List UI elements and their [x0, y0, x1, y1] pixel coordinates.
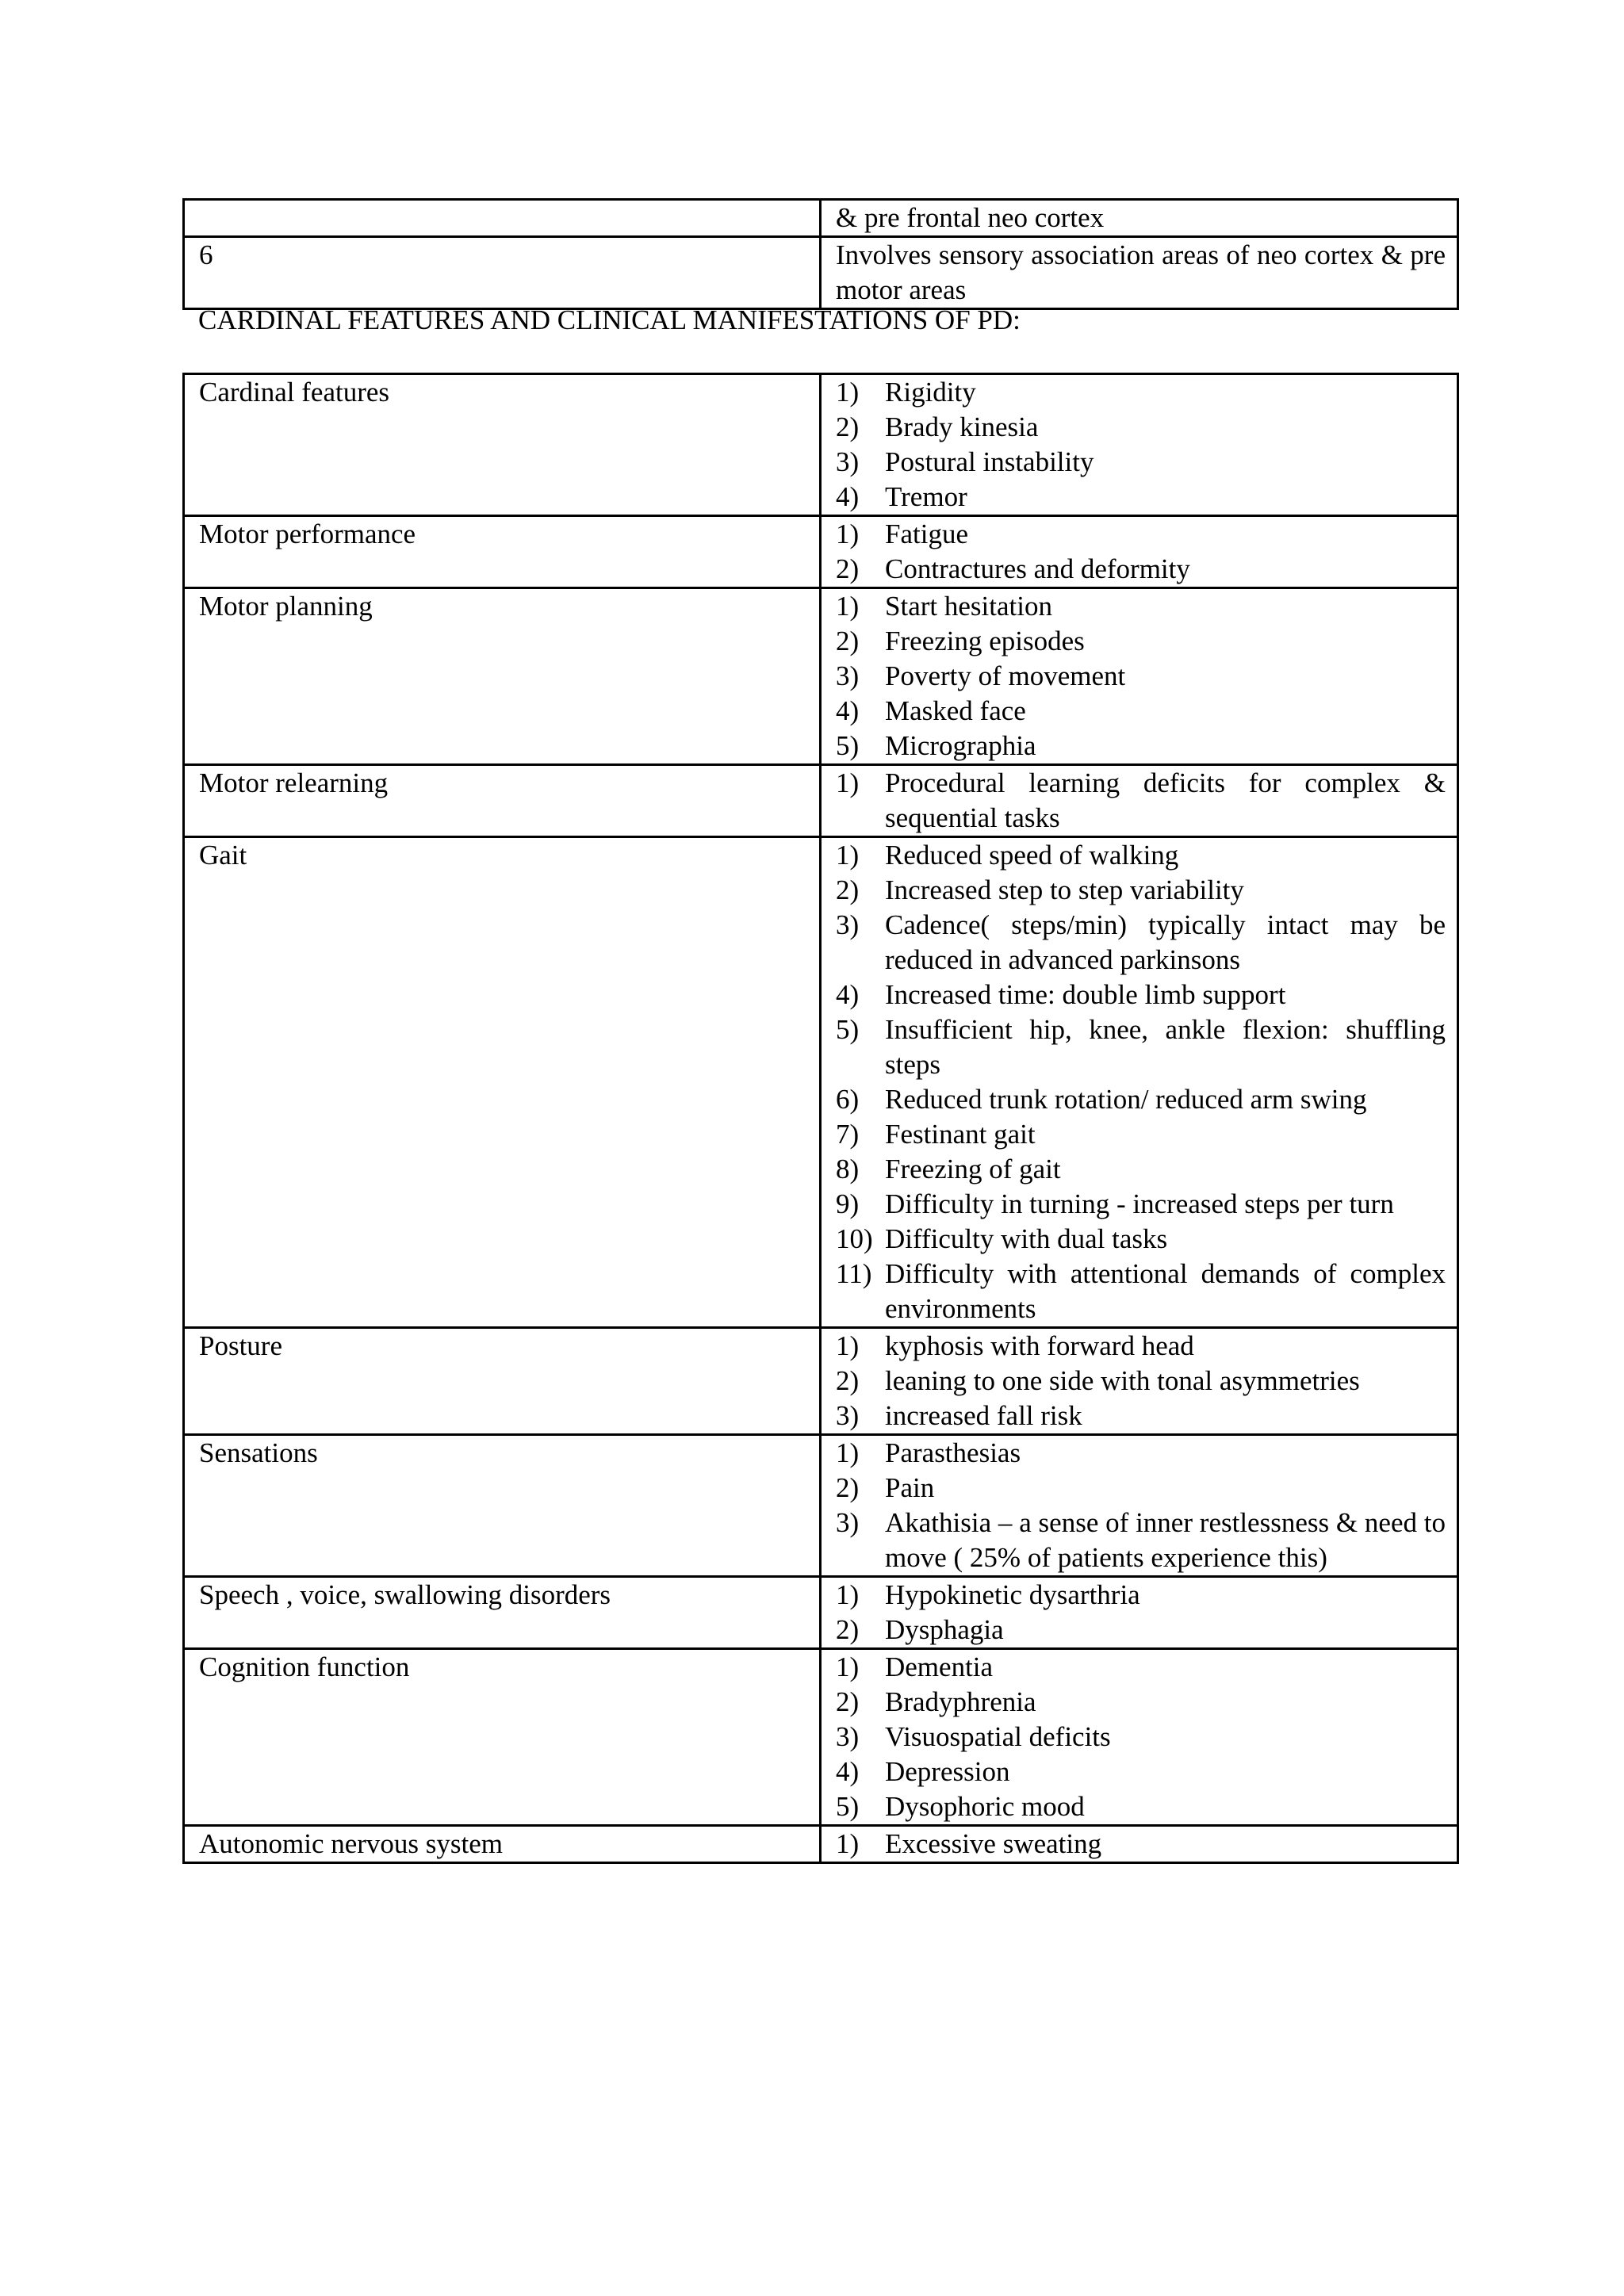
- item-text: Bradyphrenia: [885, 1686, 1036, 1717]
- item-number: 1): [836, 1828, 860, 1859]
- item-text: Pain: [885, 1472, 935, 1503]
- item-text: Difficulty with attentional demands of complex environments: [885, 1258, 1446, 1324]
- item-number: 1): [836, 767, 860, 798]
- item-text: Contractures and deformity: [885, 553, 1190, 584]
- item-number: 5): [836, 1014, 860, 1045]
- feature-manifestations: [821, 1577, 1458, 1649]
- item-number: 5): [836, 1791, 860, 1822]
- item-text: Masked face: [885, 695, 1026, 726]
- item-number: 2): [836, 411, 860, 442]
- row-label: 6: [184, 237, 821, 309]
- list-item: [836, 766, 1446, 836]
- item-number: 2): [836, 1614, 860, 1645]
- feature-category: Motor planning: [184, 588, 821, 765]
- item-text: Increased step to step variability: [885, 874, 1244, 905]
- list-item: [836, 1399, 1446, 1433]
- clinical-features-body: [184, 374, 1458, 1863]
- item-text: Micrographia: [885, 730, 1036, 761]
- continuation-table: [182, 198, 1459, 310]
- list-item: [836, 1436, 1446, 1471]
- list-item: [836, 375, 1446, 410]
- list-item: [836, 1152, 1446, 1187]
- item-number: 1): [836, 1437, 860, 1468]
- feature-manifestations: [821, 765, 1458, 837]
- list-item: [836, 410, 1446, 445]
- list-item: [836, 908, 1446, 978]
- list-item: [836, 1222, 1446, 1257]
- clinical-features-table: [182, 373, 1459, 1864]
- manifestation-list: [836, 1436, 1446, 1575]
- item-number: 3): [836, 660, 860, 691]
- list-item: [836, 552, 1446, 587]
- item-text: Difficulty with dual tasks: [885, 1223, 1168, 1254]
- feature-category: Speech , voice, swallowing disorders: [184, 1577, 821, 1649]
- item-text: leaning to one side with tonal asymmetries: [885, 1365, 1360, 1396]
- manifestation-list: [836, 838, 1446, 1326]
- manifestation-list: [836, 375, 1446, 515]
- list-item: [836, 1117, 1446, 1152]
- list-item: [836, 1685, 1446, 1720]
- item-text: Visuospatial deficits: [885, 1721, 1111, 1752]
- item-number: 1): [836, 1330, 860, 1361]
- item-number: 2): [836, 1686, 860, 1717]
- list-item: [836, 1506, 1446, 1575]
- table-row: [184, 374, 1458, 516]
- item-text: Increased time: double limb support: [885, 979, 1286, 1010]
- feature-category: Posture: [184, 1328, 821, 1435]
- list-item: [836, 1578, 1446, 1613]
- item-number: 6): [836, 1084, 860, 1115]
- item-number: 10): [836, 1223, 873, 1254]
- list-item: [836, 480, 1446, 515]
- item-number: 4): [836, 1756, 860, 1787]
- feature-manifestations: [821, 1435, 1458, 1577]
- table-row: [184, 837, 1458, 1328]
- item-number: 2): [836, 1472, 860, 1503]
- section-heading: CARDINAL FEATURES AND CLINICAL MANIFESTATIONS OF PD:: [198, 304, 1021, 335]
- item-text: Tremor: [885, 481, 967, 512]
- item-text: Dysphagia: [885, 1614, 1004, 1645]
- item-text: kyphosis with forward head: [885, 1330, 1194, 1361]
- list-item: [836, 838, 1446, 873]
- item-number: 4): [836, 481, 860, 512]
- feature-manifestations: [821, 516, 1458, 588]
- item-number: 4): [836, 695, 860, 726]
- list-item: [836, 589, 1446, 624]
- list-item: [836, 1012, 1446, 1082]
- item-text: Depression: [885, 1756, 1010, 1787]
- feature-manifestations: [821, 588, 1458, 765]
- list-item: [836, 1650, 1446, 1685]
- item-text: Rigidity: [885, 377, 976, 408]
- item-number: 3): [836, 1400, 860, 1431]
- item-text: Difficulty in turning - increased steps per turn: [885, 1188, 1394, 1219]
- item-number: 2): [836, 1365, 860, 1396]
- manifestation-list: [836, 1827, 1446, 1862]
- item-number: 11): [836, 1258, 872, 1289]
- list-item: [836, 729, 1446, 763]
- item-number: 4): [836, 979, 860, 1010]
- list-item: [836, 1364, 1446, 1399]
- list-item: [836, 1471, 1446, 1506]
- item-text: Festinant gait: [885, 1119, 1036, 1150]
- item-text: Cadence( steps/min) typically intact may be reduced in advanced parkinsons: [885, 909, 1446, 975]
- item-text: Freezing of gait: [885, 1154, 1061, 1184]
- table-row: [184, 1649, 1458, 1826]
- item-number: 3): [836, 1507, 860, 1538]
- manifestation-list: [836, 589, 1446, 763]
- feature-category: Autonomic nervous system: [184, 1826, 821, 1863]
- manifestation-list: [836, 1650, 1446, 1824]
- feature-manifestations: [821, 837, 1458, 1328]
- list-item: [836, 445, 1446, 480]
- table-row: [184, 765, 1458, 837]
- item-number: 8): [836, 1154, 860, 1184]
- item-number: 2): [836, 626, 860, 656]
- item-text: Start hesitation: [885, 591, 1052, 622]
- item-number: 3): [836, 1721, 860, 1752]
- item-number: 3): [836, 909, 860, 940]
- item-text: Akathisia – a sense of inner restlessness & need to move ( 25% of patients experience this): [885, 1507, 1446, 1573]
- item-number: 1): [836, 591, 860, 622]
- list-item: [836, 1082, 1446, 1117]
- item-number: 9): [836, 1188, 860, 1219]
- item-text: Reduced speed of walking: [885, 840, 1179, 871]
- item-text: Parasthesias: [885, 1437, 1021, 1468]
- feature-category: Sensations: [184, 1435, 821, 1577]
- list-item: [836, 1187, 1446, 1222]
- item-text: Excessive sweating: [885, 1828, 1102, 1859]
- feature-manifestations: [821, 1328, 1458, 1435]
- feature-manifestations: [821, 1826, 1458, 1863]
- item-number: 1): [836, 519, 860, 549]
- list-item: [836, 659, 1446, 694]
- table-row: [184, 1435, 1458, 1577]
- manifestation-list: [836, 517, 1446, 587]
- list-item: [836, 1257, 1446, 1326]
- item-text: Poverty of movement: [885, 660, 1126, 691]
- list-item: [836, 694, 1446, 729]
- item-text: Dysophoric mood: [885, 1791, 1085, 1822]
- feature-category: Motor performance: [184, 516, 821, 588]
- list-item: [836, 1789, 1446, 1824]
- item-number: 3): [836, 446, 860, 477]
- row-description: & pre frontal neo cortex: [821, 200, 1458, 237]
- feature-category: Cardinal features: [184, 374, 821, 516]
- feature-category: Motor relearning: [184, 765, 821, 837]
- item-number: 2): [836, 874, 860, 905]
- row-description: Involves sensory association areas of neo cortex & pre motor areas: [821, 237, 1458, 309]
- table-row: [184, 200, 1458, 237]
- item-number: 1): [836, 377, 860, 408]
- feature-manifestations: [821, 1649, 1458, 1826]
- table-row: [184, 1328, 1458, 1435]
- table-row: [184, 588, 1458, 765]
- feature-category: Cognition function: [184, 1649, 821, 1826]
- item-text: Freezing episodes: [885, 626, 1085, 656]
- list-item: [836, 1755, 1446, 1789]
- item-text: Insufficient hip, knee, ankle flexion: shuffling steps: [885, 1014, 1446, 1080]
- item-number: 1): [836, 1651, 860, 1682]
- list-item: [836, 1827, 1446, 1862]
- list-item: [836, 624, 1446, 659]
- item-text: Postural instability: [885, 446, 1094, 477]
- list-item: [836, 1720, 1446, 1755]
- manifestation-list: [836, 1578, 1446, 1647]
- item-number: 5): [836, 730, 860, 761]
- item-number: 7): [836, 1119, 860, 1150]
- item-text: Brady kinesia: [885, 411, 1039, 442]
- feature-manifestations: [821, 374, 1458, 516]
- table-row: [184, 1826, 1458, 1863]
- list-item: [836, 1613, 1446, 1647]
- item-text: Hypokinetic dysarthria: [885, 1579, 1140, 1610]
- list-item: [836, 978, 1446, 1012]
- item-text: Procedural learning deficits for complex & sequential tasks: [885, 767, 1446, 833]
- feature-category: Gait: [184, 837, 821, 1328]
- table-row: [184, 516, 1458, 588]
- list-item: [836, 1329, 1446, 1364]
- item-text: Reduced trunk rotation/ reduced arm swing: [885, 1084, 1367, 1115]
- table-row: [184, 237, 1458, 309]
- item-number: 2): [836, 553, 860, 584]
- row-label: [184, 200, 821, 237]
- item-text: Fatigue: [885, 519, 968, 549]
- manifestation-list: [836, 1329, 1446, 1433]
- list-item: [836, 517, 1446, 552]
- item-number: 1): [836, 1579, 860, 1610]
- item-number: 1): [836, 840, 860, 871]
- item-text: Dementia: [885, 1651, 994, 1682]
- item-text: increased fall risk: [885, 1400, 1082, 1431]
- table-row: [184, 1577, 1458, 1649]
- list-item: [836, 873, 1446, 908]
- manifestation-list: [836, 766, 1446, 836]
